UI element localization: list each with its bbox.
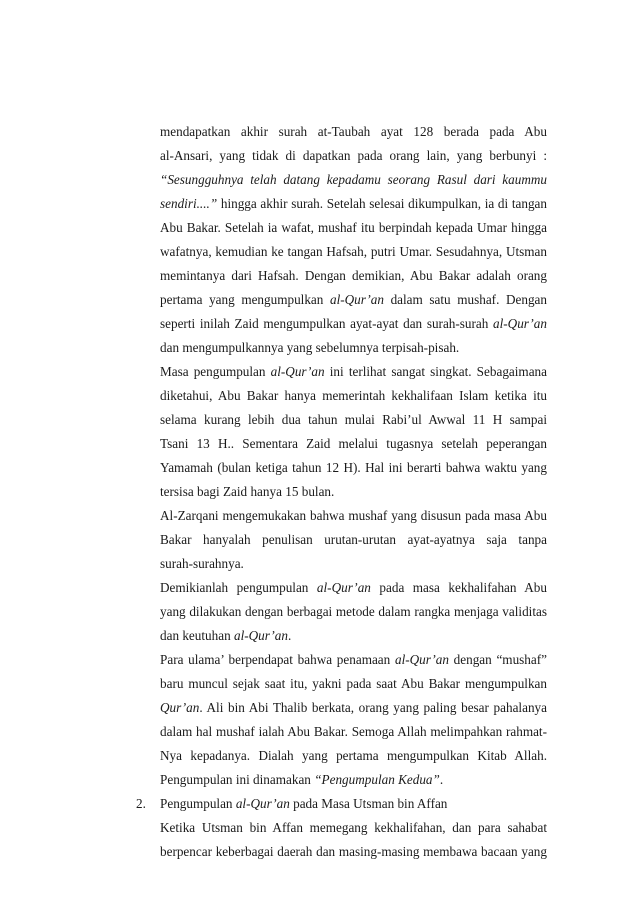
text-span: hingga akhir surah. Setelah selesai dikumpulkan, ia di tangan xyxy=(217,196,547,211)
text-line: Abu Bakar. Setelah ia wafat, mushaf itu berpindah kepada Umar hingga xyxy=(160,220,547,235)
text-line xyxy=(160,580,547,596)
italic-text: al-Qur’an xyxy=(493,316,547,331)
text-line xyxy=(160,652,547,668)
text-line xyxy=(160,628,547,644)
section-heading xyxy=(160,796,547,812)
text-line: Tsani 13 H.. Sementara Zaid melalui tugasnya setelah peperangan xyxy=(160,436,547,451)
text-span: dan keutuhan xyxy=(160,628,234,643)
text-line xyxy=(160,676,547,692)
text-line: “Sesungguhnya telah datang kepadamu seorang Rasul dari kaummu xyxy=(160,172,547,187)
text-line: dan mengumpulkannya yang sebelumnya terpisah-pisah. xyxy=(160,340,460,355)
italic-text: al-Qur’an xyxy=(233,628,288,643)
italic-text: al-Qur’an xyxy=(316,580,371,595)
italic-text: Qur’an xyxy=(160,700,200,715)
text-line: dalam hal mushaf ialah Abu Bakar. Semoga Allah melimpahkan rahmat- xyxy=(160,724,547,739)
text-line: surah-surahnya. xyxy=(160,556,244,571)
text-line: mendapatkan akhir surah at-Taubah ayat 128 berada pada Abu xyxy=(160,124,547,139)
text-span: pada masa kekhalifahan Abu xyxy=(379,580,547,595)
text-line: Yamamah (bulan ketiga tahun 12 H). Hal ini berarti bahwa waktu yang xyxy=(160,460,547,475)
text-line: Bakar hanyalah penulisan urutan-urutan ayat-ayatnya saja tanpa xyxy=(160,532,547,547)
text-span: dengan “mushaf” xyxy=(448,652,547,667)
text-span: . Ali bin Abi Thalib berkata, orang yang paling besar pahalanya xyxy=(199,700,547,715)
text-span: dalam satu mushaf. Dengan xyxy=(390,292,547,307)
italic-text: al-Qur’an xyxy=(235,796,290,811)
text-span: Pengumpulan ini dinamakan xyxy=(160,772,315,787)
text-line xyxy=(160,196,547,212)
text-span: Pengumpulan xyxy=(160,796,236,811)
text-span: . xyxy=(287,628,292,643)
italic-text: “Pengumpulan Kedua” xyxy=(314,772,440,787)
text-span: Para ulama’ berpendapat bahwa penamaan xyxy=(160,652,395,667)
text-line: Al-Zarqani mengemukakan bahwa mushaf yang disusun pada masa Abu xyxy=(160,508,547,523)
text-span: ini terlihat sangat singkat. Sebagaimana xyxy=(324,364,547,379)
text-line: memintanya dari Hafsah. Dengan demikian, Abu Bakar adalah orang xyxy=(160,268,547,283)
text-span: Masa pengumpulan xyxy=(160,364,271,379)
text-line xyxy=(160,772,547,788)
text-line: diketahui, Abu Bakar hanya memerintah kekhalifaan Islam ketika itu xyxy=(160,388,547,403)
text-line: berpencar keberbagai daerah dan masing-masing membawa bacaan yang xyxy=(160,844,547,859)
italic-text: al-Qur’an xyxy=(394,652,449,667)
list-number: 2. xyxy=(136,796,146,811)
text-line: tersisa bagi Zaid hanya 15 bulan. xyxy=(160,484,335,499)
italic-text: al-Qur’an xyxy=(329,292,384,307)
text-line: wafatnya, kemudian ke tangan Hafsah, putri Umar. Sesudahnya, Utsman xyxy=(160,244,547,259)
text-span: pertama yang mengumpulkan xyxy=(160,292,330,307)
italic-text: sendiri....” xyxy=(160,196,218,211)
text-span: seperti inilah Zaid mengumpulkan ayat-ayat dan surah-surah xyxy=(160,316,494,331)
text-span: . xyxy=(439,772,444,787)
text-line: Nya kepadanya. Dialah yang pertama mengumpulkan Kitab Allah. xyxy=(160,748,547,763)
text-line: Ketika Utsman bin Affan memegang kekhalifahan, dan para sahabat xyxy=(160,820,547,835)
text-line xyxy=(160,316,547,332)
text-line: al-Ansari, yang tidak di dapatkan pada orang lain, yang berbunyi : xyxy=(160,148,547,163)
text-line: selama kurang lebih dua tahun mulai Rabi’ul Awwal 11 H sampai xyxy=(160,412,547,427)
text-span: baru muncul sejak saat itu, yakni pada saat Abu Bakar mengumpulkan xyxy=(160,676,547,691)
italic-text: al-Qur’an xyxy=(270,364,325,379)
text-line: yang dilakukan dengan berbagai metode dalam rangka menjaga validitas xyxy=(160,604,547,619)
text-line xyxy=(160,292,547,308)
text-span: Demikianlah pengumpulan xyxy=(160,580,317,595)
text-span: pada Masa Utsman bin Affan xyxy=(289,796,448,811)
text-line xyxy=(160,700,547,716)
text-line xyxy=(160,364,547,380)
